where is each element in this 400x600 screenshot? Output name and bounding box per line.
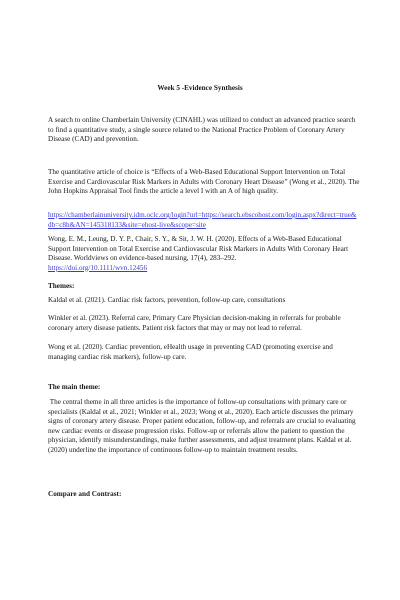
main-theme-paragraph: The central theme in all three articles is the importance of follow-up consultations with primary care or specialists (Kaldal et al., 2021; Winkler et al., 2023; Wong et al., 2020). Each article discusses the primary signs of coronary artery disease. Proper patient education, follow-up, and referrals are crucial to evaluating new cardiac events or disease progression risks. Follow-up or referrals allow the patient to question the physician, identify misunderstandings, make further assessments, and adjust treatment plans. Kaldal et al. (2020) underline the importance of continuous follow-up to maintain treatment results. [48,398,358,454]
main-theme-heading: The main theme: [48,383,101,391]
article-choice-paragraph: The quantitative article of choice is “Effects of a Web-Based Educational Support Intervention on Total Exercise and Cardiovascular Risk Markers in Adults with Coronary Heart Disease” (Wong et al., 2020). The John Hopkins Appraisal Tool finds the article a level I with an A of high quality. [48,168,360,195]
intro-paragraph: A search to online Chamberlain University (CINAHL) was utilized to conduct an advanced practice search to find a quantitative study, a single source related to the National Practice Problem of Coronary Artery Disease (CAD) and prevention. [48,116,356,143]
themes-heading: Themes: [48,282,75,290]
doi-link[interactable]: https://doi.org/10.1111/wvn.12456 [48,263,148,272]
theme-item-wong: Wong et al. (2020). Cardiac prevention, eHealth usage in preventing CAD (promoting exercise and managing cardiac risk markers), follow-up care. [48,343,333,361]
database-link-block [48,211,360,230]
reference-citation: Wong, E. M., Leung, D. Y. P., Chair, S. Y., & Sit, J. W. H. (2020). Effects of a Web-Based Educational Support Intervention on Total Exercise and Cardiovascular Risk Markers in Adults With Coronary Heart Disease. Worldviews on evidence-based nursing, 17(4), 283–292. [48,235,349,262]
database-link[interactable]: https://chamberlainuniversity.idm.oclc.org/login?url=https://search.ebscohost.com/login.aspx?direct=true&db=c8h&AN=145318133&site=ehost-live&scope=site [48,211,357,229]
reference-paragraph [48,235,360,273]
compare-contrast-heading: Compare and Contrast: [48,490,122,498]
theme-item-winkler: Winkler et al. (2023). Referral care, Primary Care Physician decision-making in referrals for probable coronary artery disease patients. Patient risk factors that may or may not lead to referral. [48,314,341,332]
theme-item-kaldal: Kaldal et al. (2021). Cardiac risk factors, prevention, follow-up care, consultations [48,296,286,304]
page-title: Week 5 -Evidence Synthesis [157,84,243,92]
